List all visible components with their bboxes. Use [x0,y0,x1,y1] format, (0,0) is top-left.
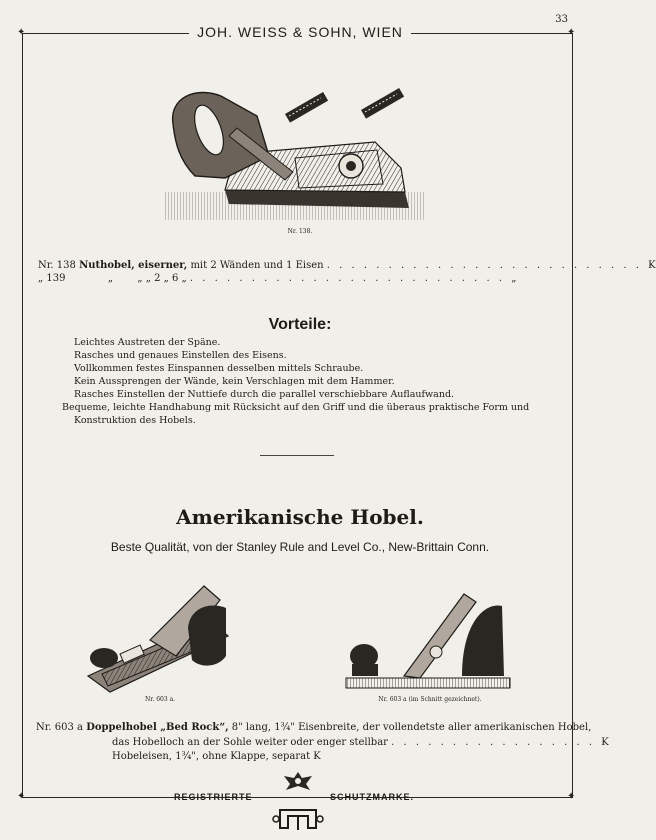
leader-dots: . . . . . . . . . . . . . . . . . . . . . . . . . . [189,273,512,284]
product-row [36,722,591,733]
product-name: Doppelhobel „Bed Rock“, [86,722,229,733]
vorteile-item: Bequeme, leichte Handhabung mit Rücksicht auf den Griff und die überaus praktische Form und Konstruktion des Hobels. [62,402,530,426]
product-row [38,260,656,271]
leader-dots: . . . . . . . . . . . . . . . . . [391,737,602,748]
clamp-trademark-icon [272,806,324,832]
product-row [38,273,516,284]
product-number: „ 139 [38,273,66,284]
vorteile-list [62,336,532,427]
corner-ornament: ✦ [17,791,26,802]
vorteile-item: Leichtes Austreten der Späne. [74,337,221,348]
frame-left [22,33,23,797]
product-row [112,751,321,762]
price-unit: „ [511,273,517,284]
vorteile-item: Kein Aussprengen der Wände, kein Verschlagen mit dem Hammer. [74,376,395,387]
product-description: „ „ 2 „ 6 „ [137,273,187,284]
corner-ornament: ✦ [567,791,576,802]
product-name: Nuthobel, eiserner, [79,260,188,271]
section-title: Amerikanische Hobel. [176,505,424,529]
product-description: das Hobelloch an der Sohle weiter oder enger stellbar [112,737,388,748]
vorteile-heading: Vorteile: [268,316,332,333]
section-subtitle: Beste Qualität, von der Stanley Rule and Level Co., New-Brittain Conn. [110,540,490,554]
product-name: „ [107,273,114,284]
corner-ornament: ✦ [567,27,576,38]
product-description: Hobeleisen, 1¾", ohne Klappe, separat K [112,751,321,762]
leader-dots: . . . . . . . . . . . . . . . . . . . . . . . . . . [326,260,649,271]
product-description: 8" lang, 1¾" Eisenbreite, der vollendetste aller amerikanischen Hobel, [231,722,592,733]
bench-plane-illustration [80,576,230,696]
footer-right-text: SCHUTZMARKE. [330,792,414,802]
figure-caption: Nr. 603 a (im Schnitt gezeichnet). [378,696,482,703]
figure-caption: Nr. 138. [287,228,313,235]
page-header [0,24,600,40]
vorteile-item: Vollkommen festes Einspannen desselben mittels Schraube. [74,363,364,374]
frame-right [572,33,573,797]
eagle-emblem-icon [280,768,316,796]
plane-section-illustration [344,584,512,694]
product-row [112,737,609,748]
page-number: 33 [555,14,568,25]
frame-bottom [22,797,573,798]
product-description: mit 2 Wänden und 1 Eisen [190,260,324,271]
price-unit: K [648,260,656,271]
corner-ornament: ✦ [17,27,26,38]
footer-left-text: REGISTRIERTE [174,792,253,802]
product-number: Nr. 138 [38,260,76,271]
plow-plane-illustration [165,80,425,222]
figure-caption: Nr. 603 a. [144,696,176,703]
section-divider [260,455,334,456]
vorteile-item: Rasches Einstellen der Nuttiefe durch die parallel verschiebbare Auflaufwand. [74,389,455,400]
price-unit: K [601,737,609,748]
product-number: Nr. 603 a [36,722,84,733]
header-title: JOH. WEISS & SOHN, WIEN [189,24,411,40]
vorteile-item: Rasches und genaues Einstellen des Eisens. [74,350,287,361]
